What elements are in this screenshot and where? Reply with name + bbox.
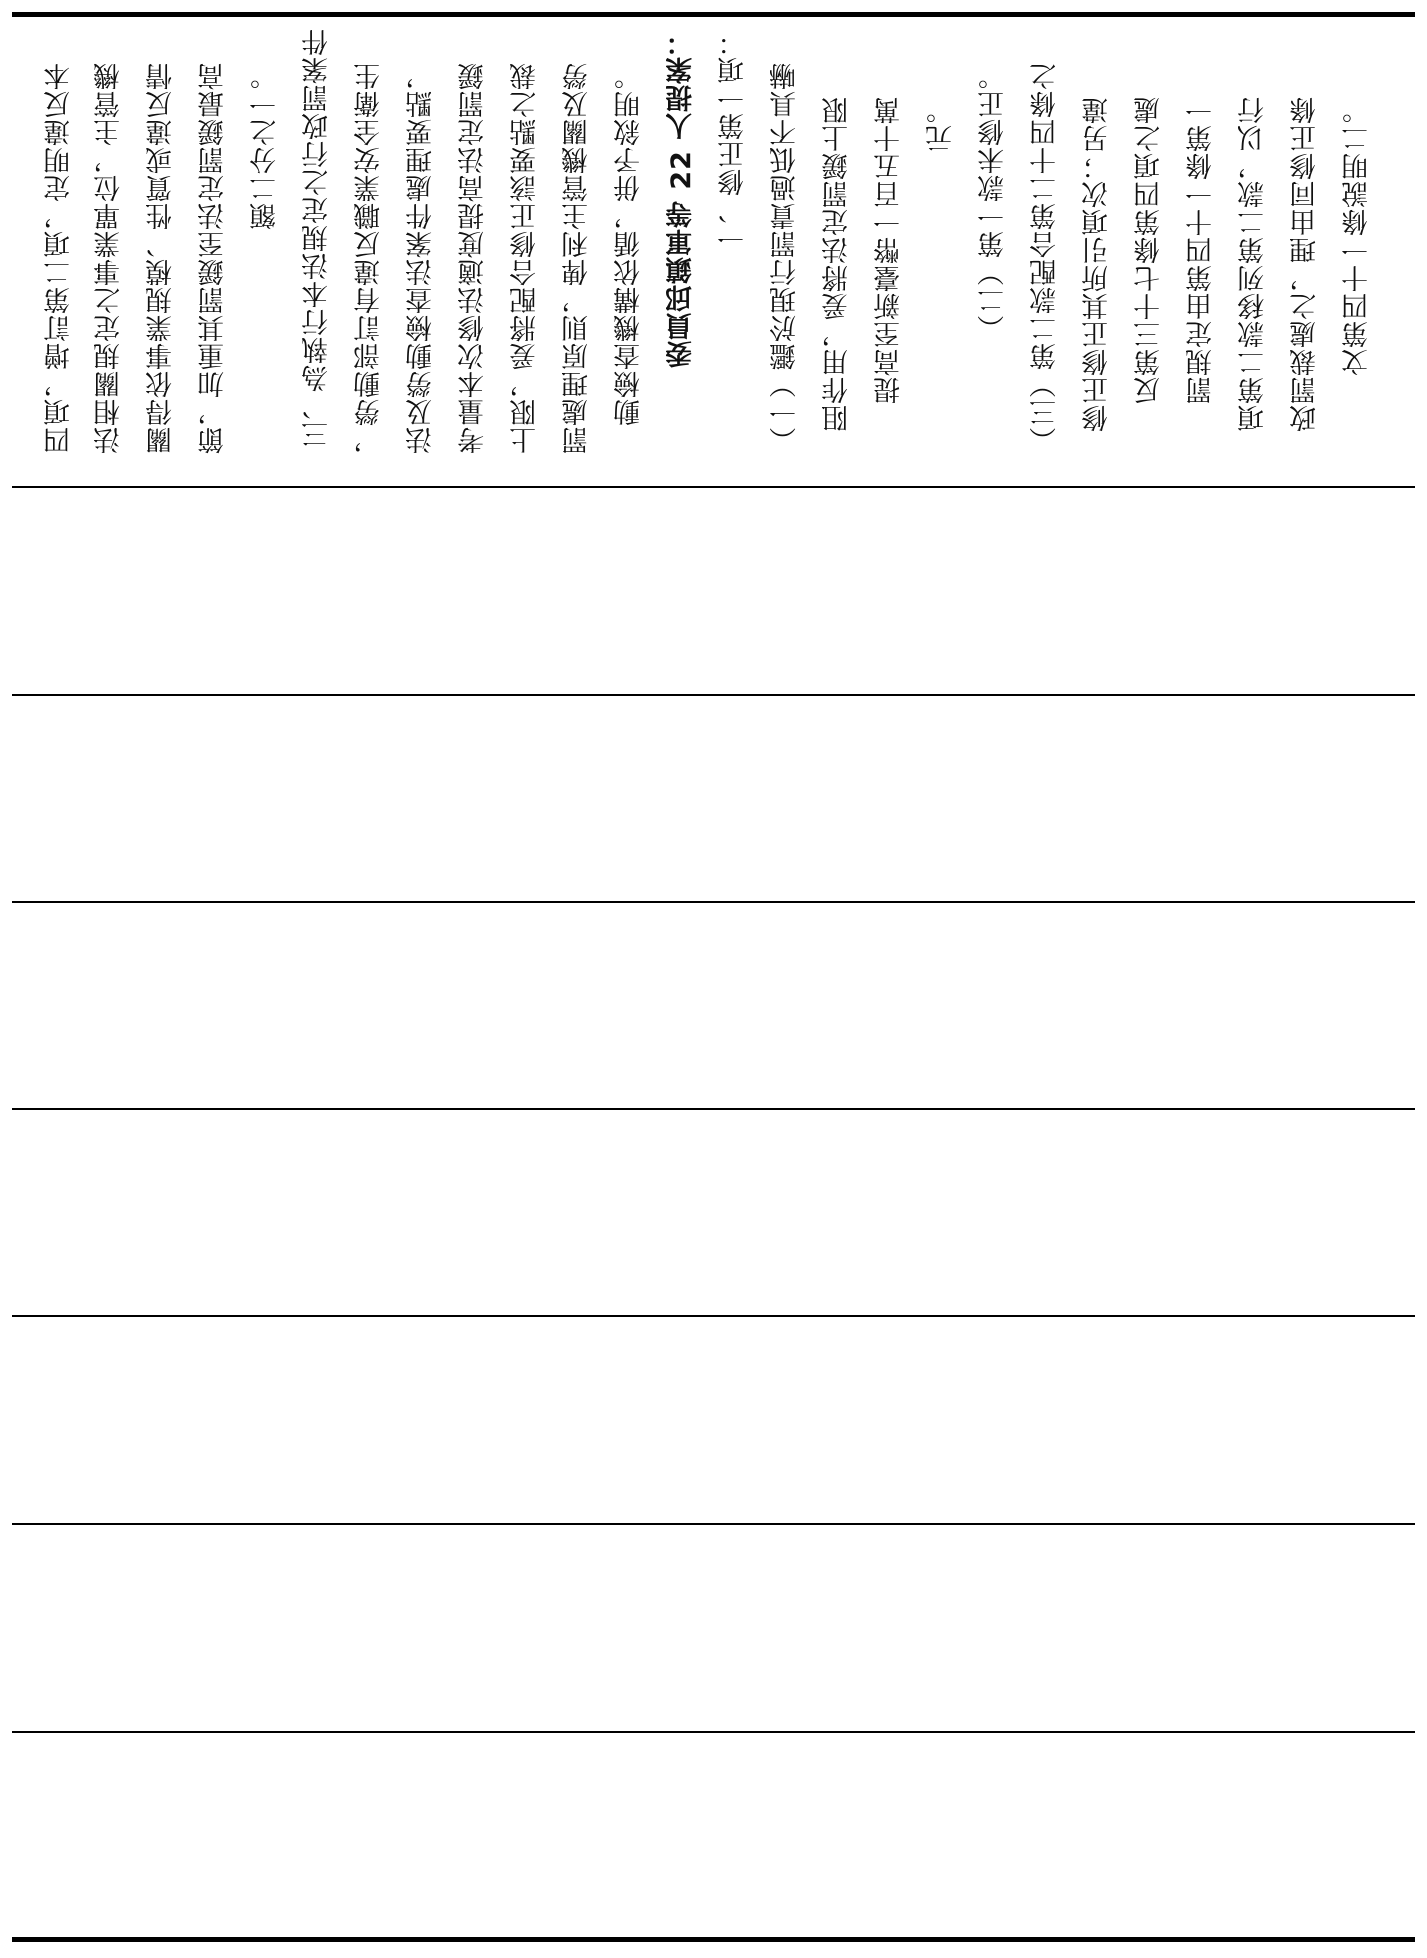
text-column: 文第四十一條說明二。 [1342,96,1373,376]
text-column: 三、為執行本法規定之行政罰案件 [302,28,333,448]
text-column: 一、修正第一項： [718,28,749,252]
text-column: 關得依事業規模、性質或違反情 [146,62,177,454]
text-column: 罰規定由第四十一條第一 [1186,96,1217,404]
explanation-cell [12,18,1415,486]
row-divider [12,486,1415,488]
row-divider [12,1523,1415,1525]
text-column: 項第二款移列第二款，以行 [1238,96,1269,432]
top-rule [12,12,1415,17]
row-divider [12,694,1415,696]
text-column: 動檢查機構依循，併予敘明。 [614,62,645,426]
text-column: 上限，爰將配合修正該要點之裁 [510,62,541,454]
vertical-text-block [40,28,1420,478]
text-column: 考量本次修法適度提高法定罰鍰 [458,62,489,454]
row-divider [12,1108,1415,1110]
row-divider [12,901,1415,903]
text-column: 反第三十七條第四項之處 [1134,96,1165,404]
text-column: 四項，增訂第二項，定明違反本 [44,62,75,454]
text-column: 阻作用，爰將法定罰鍰上限 [822,96,853,432]
row-divider [12,1315,1415,1317]
text-column: （二）第一款未修正。 [978,62,1009,342]
row-divider [12,1731,1415,1733]
text-column: （一）鑑於現行罰責過低不具嚇 [770,62,801,454]
text-column: 額二分之一。 [250,62,281,230]
text-column: 修正修正其所引項次；另違 [1082,96,1113,432]
bottom-rule [12,1937,1415,1942]
text-column: 節，加重其罰鍰至法定罰鍰最高 [198,62,229,454]
text-column: 委員邱鎮軍等 22 人提案： [666,28,697,369]
text-column: 罰處理原則，俾利主管機關及勞 [562,62,593,454]
text-column: 法及勞動檢查法案件處理要點， [406,62,437,454]
text-column: （三）第二款配合第二十四條之 [1030,62,1061,454]
text-column: 元。 [926,96,957,152]
text-column: 政罰裁處之，理由同修正條 [1290,96,1321,432]
text-column: 法相關規定之事業單位，主管機 [94,62,125,454]
text-column: 提高至新臺幣一百五十萬 [874,96,905,404]
text-column: ，勞動部訂有違反職業安全衛生 [354,62,385,454]
